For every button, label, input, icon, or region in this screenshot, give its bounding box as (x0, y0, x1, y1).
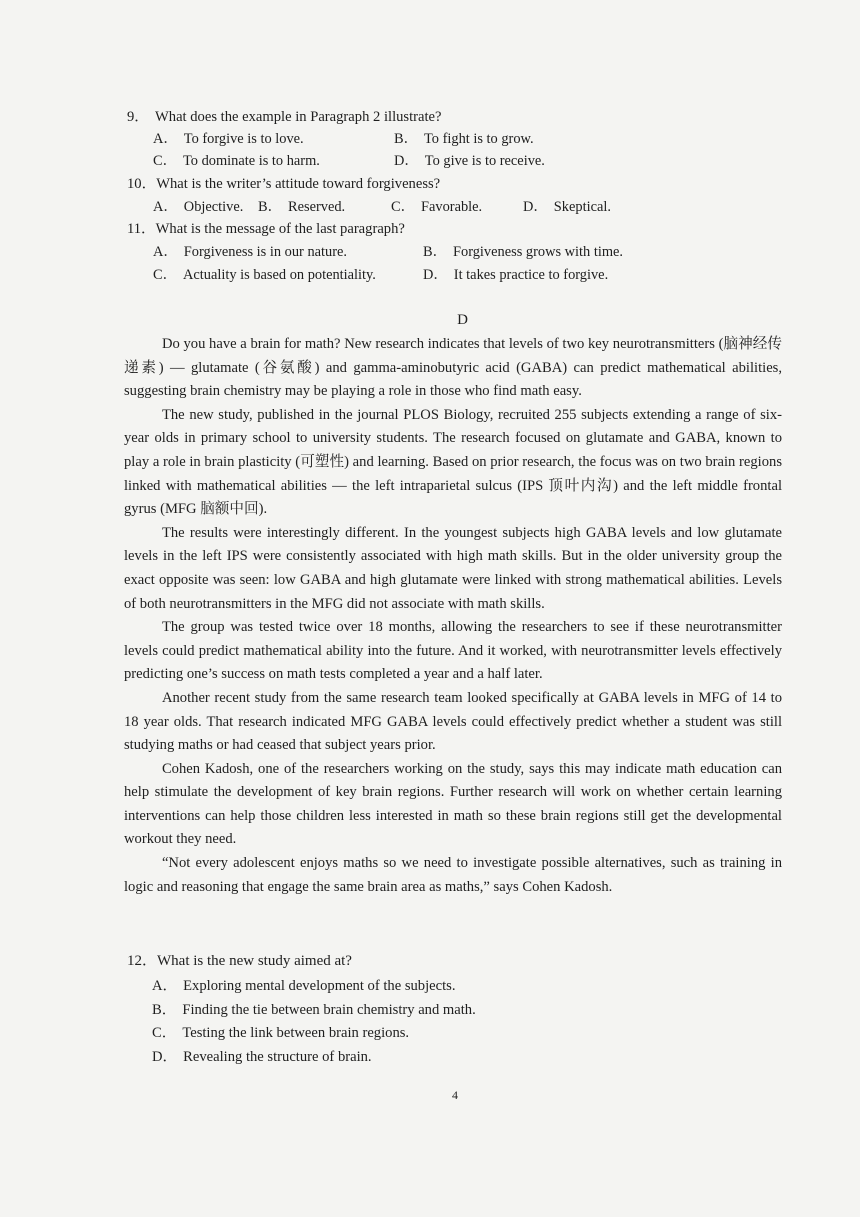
option-10a[interactable]: A． Objective. (153, 199, 244, 215)
passage-paragraph: Cohen Kadosh, one of the researchers working on the study, says this may indicate math education can help stimulate the development of key brain regions. Further research will work on whether certain learning interventions can help those children less interested in math so these brain regions still get the developmental workout they need. (124, 760, 782, 848)
section-heading: D (457, 312, 468, 328)
option-12a[interactable]: A． Exploring mental development of the subjects. (152, 978, 456, 994)
option-11a[interactable]: A． Forgiveness is in our nature. (153, 244, 348, 260)
option-9a[interactable]: A． To forgive is to love. (153, 131, 304, 147)
option-11c[interactable]: C． Actuality is based on potentiality. (153, 267, 376, 283)
question-number: 9． (127, 109, 149, 125)
passage-paragraph: The new study, published in the journal PLOS Biology, recruited 255 subjects extending a range of six-year olds in primary school to university students. The research focused on glutamate and GABA, known to play a role in brain plasticity (可塑性) and learning. Based on prior research, the focus was on two brain regions linked with mathematical abilities — the left intraparietal sulcus (IPS 顶叶内沟) and the left middle frontal gyrus (MFG 脑额中回). (124, 406, 782, 518)
passage-paragraph: Do you have a brain for math? New research indicates that levels of two key neurotransmitters (脑神经传递素) — glutamate (谷氨酸) and gamma-aminobutyric acid (GABA) can predict mathematical abilities, suggesting brain chemistry may be playing a role in those who find math easy. (124, 336, 782, 400)
passage-paragraph: The results were interestingly different. In the youngest subjects high GABA levels and low glutamate levels in the left IPS were consistently associated with high math skills. But in the older university group the exact opposite was seen: low GABA and high glutamate were linked with strong mathematical abilities. Levels of both neurotransmitters in the MFG did not associate with math skills. (124, 524, 782, 612)
option-9d[interactable]: D． To give is to receive. (394, 153, 545, 169)
option-12d[interactable]: D． Revealing the structure of brain. (152, 1048, 372, 1065)
passage-paragraph: Another recent study from the same research team looked specifically at GABA levels in MFG of 14 to 18 year olds. That research indicated MFG GABA levels could effectively predict whether a student was still studying maths or had ceased that subject years prior. (124, 689, 782, 754)
reading-passage (124, 333, 782, 899)
option-9b[interactable]: B． To fight is to grow. (394, 131, 534, 147)
question-stem: What is the message of the last paragraph? (155, 221, 405, 237)
option-10c[interactable]: C． Favorable. (391, 199, 483, 215)
question-number: 12． (127, 953, 158, 969)
option-9c[interactable]: C． To dominate is to harm. (153, 153, 320, 169)
option-12c[interactable]: C． Testing the link between brain regions. (152, 1025, 410, 1041)
passage-paragraph: The group was tested twice over 18 months, allowing the researchers to see if these neurotransmitter levels could predict mathematical ability into the future. And it worked, with neurotransmitter levels effectively predicting one’s success on math tests completed a year and a half later. (124, 619, 782, 683)
passage-paragraph: “Not every adolescent enjoys maths so we need to investigate possible alternatives, such as training in logic and reasoning that engage the same brain area as maths,” says Cohen Kadosh. (124, 855, 782, 895)
question-number: 10． (127, 176, 157, 192)
question-11 (127, 219, 405, 239)
option-10b[interactable]: B． Reserved. (258, 199, 346, 215)
question-number: 11． (127, 221, 156, 237)
question-stem: What does the example in Paragraph 2 illustrate? (155, 109, 442, 125)
question-12 (127, 951, 352, 971)
option-11b[interactable]: B． Forgiveness grows with time. (423, 244, 624, 260)
question-stem: What is the new study aimed at? (157, 953, 352, 969)
question-9 (127, 107, 442, 127)
page-number: 4 (452, 1088, 458, 1102)
question-stem: What is the writer’s attitude toward forgiveness? (156, 176, 441, 192)
question-12-options (152, 975, 476, 1069)
option-11d[interactable]: D． It takes practice to forgive. (423, 267, 609, 283)
option-10d[interactable]: D． Skeptical. (523, 199, 611, 215)
question-10 (127, 174, 440, 194)
option-12b[interactable]: B． Finding the tie between brain chemistry and math. (152, 1001, 476, 1018)
